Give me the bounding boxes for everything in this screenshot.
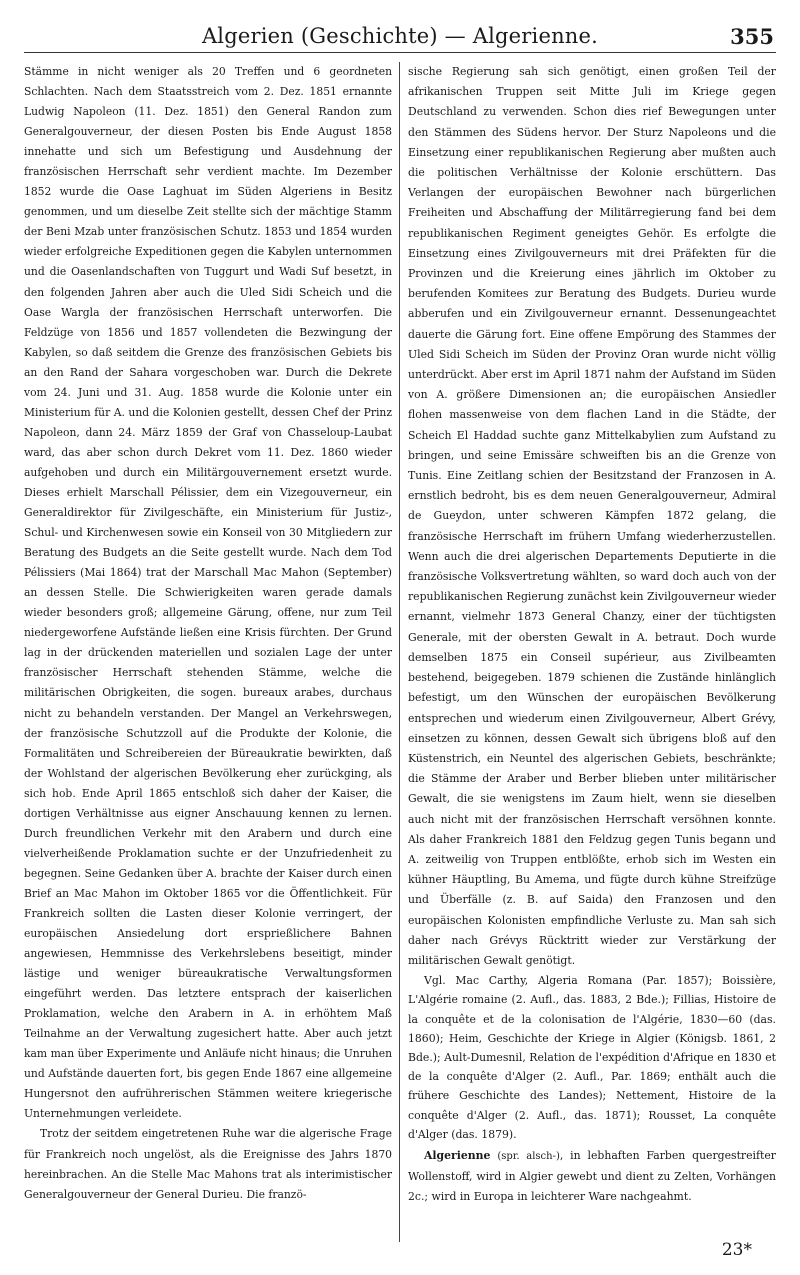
page-number: 355 <box>730 24 774 49</box>
entry-body: , in lebhaften Farben quergestreifter Wollenstoff, wird in Algier gewebt und dient zu Zelten, Vorhängen 2c.; wird in Europa in leichterer Ware nachgeahmt. <box>408 1148 776 1204</box>
right-column <box>408 62 776 1232</box>
bibliography-references: Vgl. Mac Carthy, Algeria Romana (Par. 1857); Boissière, L'Algérie romaine (2. Aufl., das. 1883, 2 Bde.); Fillias, Histoire de la conquête et de la colonisation de l'Algérie, 1830—60 (das. 1860); Heim, Geschichte der Kriege in Algier (Königsb. 1861, 2 Bde.); Ault-Dumesnil, Relation de l'expédition d'Afrique en 1830 et de la conquête d'Alger (2. Aufl., Par. 1869; enthält auch die frühere Geschichte des Landes); Nettement, Histoire de la conquête d'Alger (2. Aufl., das. 1871); Rousset, La conquête d'Alger (das. 1879). <box>408 974 776 1141</box>
right-paragraph-1: sische Regierung sah sich genötigt, einen großen Teil der afrikanischen Truppen seit Mitte Juli im Kriege gegen Deutschland zu verwenden. Schon dies rief Bewegungen unter den Stämmen des Südens hervor. Der Sturz Napoleons und die Einsetzung einer republikanischen Regierung aber mußten auch die politischen Verhältnisse der Kolonie erschüttern. Das Verlangen der europäischen Bewohner nach bürgerlichen Freiheiten und Abschaffung der Militärregierung fand bei dem republikanischen Regiment geneigtes Gehör. Es erfolgte die Einsetzung eines Zivilgouverneurs mit drei Präfekten für die Provinzen und die Kreierung eines jährlich im Oktober zu berufenden Komitees zur Beratung des Budgets. Durieu wurde abberufen und ein Zivilgouverneur ernannt. Dessenungeachtet dauerte die Gärung fort. Eine offene Empörung des Stammes der Uled Sidi Scheich im Süden der Provinz Oran wurde nicht völlig unterdrückt. Aber erst im April 1871 nahm der Aufstand im Süden von A. größere Dimensionen an; die europäischen Ansiedler flohen massenweise von dem flachen Land in die Städte, der Scheich El Haddad suchte ganz Mittelkabylien zum Aufstand zu bringen, und seine Emissäre schweiften bis an die Grenze von Tunis. Eine Zeitlang schien der Besitzstand der Franzosen in A. ernstlich bedroht, bis es dem neuen Generalgouverneur, Admiral de Gueydon, unter schweren Kämpfen 1872 gelang, die französische Herrschaft im frühern Umfang wiederherzustellen. Wenn auch die drei algerischen Departements Deputierte in die französische Volksvertretung wählten, so ward doch auch von der republikanischen Regierung zunächst kein Zivilgouverneur wieder ernannt, vielmehr 1873 General Chanzy, einer der tüchtigsten Generale, mit der obersten Gewalt in A. betraut. Doch wurde demselben 1875 ein Conseil supérieur, aus Zivilbeamten bestehend, beigegeben. 1879 schienen die Zustände hinlänglich befestigt, um den Wünschen der europäischen Bevölkerung entsprechen und wiederum einen Zivilgouverneur, Albert Grévy, einsetzen zu können, dessen Gewalt sich übrigens bloß auf den Küstenstrich, ein Neuntel des algerischen Gebiets, beschränkte; die Stämme der Araber und Berber blieben unter militärischer Gewalt, die sie wenigstens im Zaum hielt, wenn sie dieselben auch nicht mit der französischen Herrschaft versöhnen konnte. Als daher Frankreich 1881 den Feldzug gegen Tunis begann und A. zeitweilig von Truppen entblößte, erhob sich im Westen ein kühner Häuptling, Bu Amema, und fügte durch kühne Streifzüge und Überfälle (z. B. auf Saida) den Franzosen und den europäischen Kolonisten empfindliche Verluste zu. Man sah sich daher nach Grévys Rücktritt wieder zur Verstärkung der militärischen Gewalt genötigt. <box>408 65 776 967</box>
left-column <box>24 62 392 1232</box>
left-paragraph-2: Trotz der seitdem eingetretenen Ruhe war die algerische Frage für Frankreich noch ungelöst, als die Ereignisse des Jahrs 1870 hereinbrachen. An die Stelle Mac Mahons trat als interimistischer Generalgouverneur der General Durieu. Die franzö- <box>24 1127 392 1201</box>
entry-pronunciation: (spr. alsch-) <box>497 1150 560 1162</box>
column-divider <box>399 62 400 1242</box>
left-paragraph-1: Stämme in nicht weniger als 20 Treffen und 6 geordneten Schlachten. Nach dem Staatsstreich vom 2. Dez. 1851 ernannte Ludwig Napoleon (11. Dez. 1851) den General Randon zum Generalgouverneur, der diesen Posten bis Ende August 1858 innehatte und sich um Befestigung und Ausdehnung der französischen Herrschaft sehr verdient machte. Im Dezember 1852 wurde die Oase Laghuat im Süden Algeriens in Besitz genommen, und um dieselbe Zeit stellte sich der mächtige Stamm der Beni Mzab unter französischen Schutz. 1853 und 1854 wurden wieder erfolgreiche Expeditionen gegen die Kabylen unternommen und die Oasenlandschaften von Tuggurt und Wadi Suf besetzt, in den folgenden Jahren aber auch die Uled Sidi Scheich und die Oase Wargla der französischen Herrschaft unterworfen. Die Feldzüge von 1856 und 1857 vollendeten die Bezwingung der Kabylen, so daß seitdem die Grenze des französischen Gebiets bis an den Rand der Sahara vorgeschoben war. Durch die Dekrete vom 24. Juni und 31. Aug. 1858 wurde die Kolonie unter ein Ministerium für A. und die Kolonien gestellt, dessen Chef der Prinz Napoleon, dann 24. März 1859 der Graf von Chasseloup-Laubat ward, das aber schon durch Dekret vom 11. Dez. 1860 wieder aufgehoben und durch ein Militärgouvernement ersetzt wurde. Dieses erhielt Marschall Pélissier, dem ein Vizegouverneur, ein Generaldirektor für Zivilgeschäfte, ein Ministerium für Justiz-, Schul- und Kirchenwesen sowie ein Konseil von 30 Mitgliedern zur Beratung des Budgets an die Seite gestellt wurde. Nach dem Tod Pélissiers (Mai 1864) trat der Marschall Mac Mahon (September) an dessen Stelle. Die Schwierigkeiten waren gerade damals wieder besonders groß; allgemeine Gärung, offene, nur zum Teil niedergeworfene Aufstände ließen eine Krisis fürchten. Der Grund lag in der drückenden materiellen und sozialen Lage der unter französischer Herrschaft stehenden Stämme, welche die militärischen Obrigkeiten, die sogen. bureaux arabes, durchaus nicht zu behandeln verstanden. Der Mangel an Verkehrswegen, der französische Schutzzoll auf die Produkte der Kolonie, die Formalitäten und Schreibereien der Büreaukratie bewirkten, daß der Wohlstand der algerischen Bevölkerung eher zurückging, als sich hob. Ende April 1865 entschloß sich daher der Kaiser, die dortigen Verhältnisse aus eigner Anschauung kennen zu lernen. Durch freundlichen Verkehr mit den Arabern und durch eine vielverheißende Proklamation suchte er der Unzufriedenheit zu begegnen. Seine Gedanken über A. brachte der Kaiser durch einen Brief an Mac Mahon im Oktober 1865 vor die Öffentlichkeit. Für Frankreich sollten die Lasten dieser Kolonie verringert, der europäischen Ansiedelung dort ersprießlichere Bahnen angewiesen, Hemmnisse des Verkehrslebens beseitigt, minder lästige und weniger büreaukratische Verwaltungsformen eingeführt werden. Das letztere entsprach der kaiserlichen Proklamation, welche den Arabern in A. in erhöhtem Maß Teilnahme an der Verwaltung zugesichert hatte. Aber auch jetzt kam man über Experimente und Anläufe nicht hinaus; die Unruhen und Aufstände dauerten fort, bis gegen Ende 1867 eine allgemeine Hungersnot den aufrührerischen Stämmen weitere kriegerische Unternehmungen verleidete. <box>24 65 392 1121</box>
entry-headword: Algerienne <box>424 1148 491 1162</box>
page-header <box>24 22 776 53</box>
dictionary-entry <box>408 1146 776 1208</box>
running-title: Algerien (Geschichte) — Algerienne. <box>201 24 599 48</box>
signature-mark: 23* <box>721 1240 752 1260</box>
